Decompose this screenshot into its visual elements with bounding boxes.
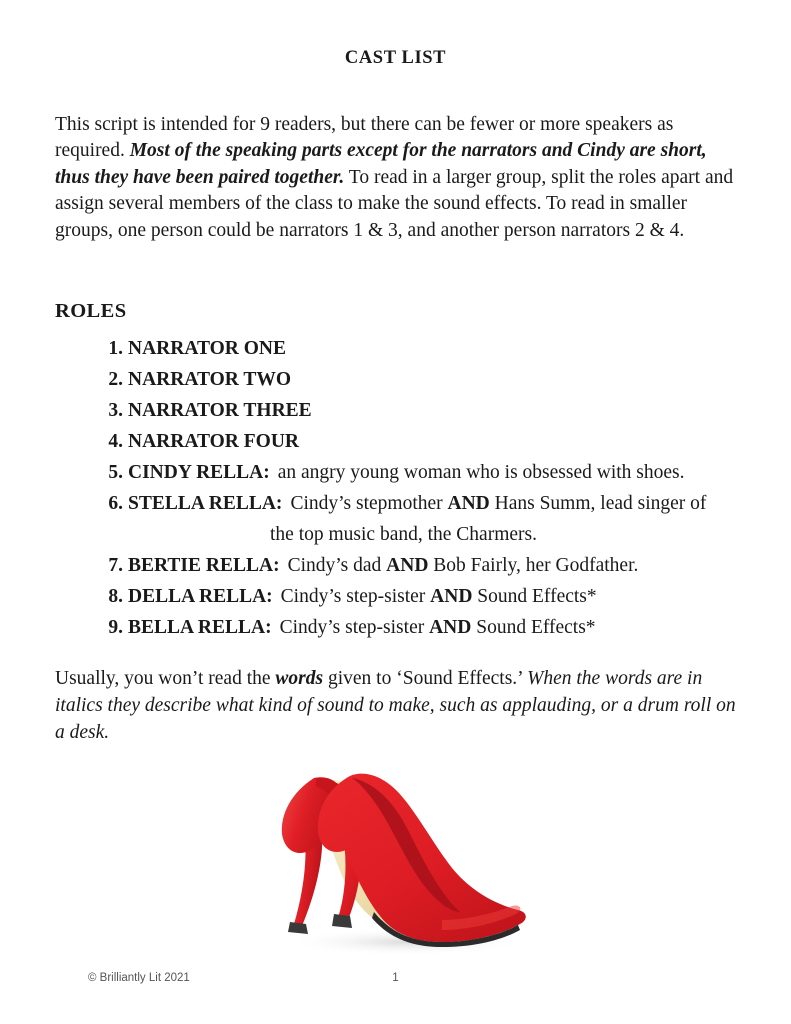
role-number: 5. [108,462,123,483]
role-desc-and: AND [386,555,429,576]
outro-text-part1: Usually, you won’t read the [55,667,276,689]
role-number: 2. [108,369,123,390]
footer-page-number: 1 [392,972,399,984]
front-shoe-heel-tip [332,914,352,928]
page-title: CAST LIST [344,48,447,68]
page-footer [0,972,791,994]
outro-words-emphasis: words [275,667,324,689]
role-name: CINDY RELLA: [128,462,270,483]
role-desc-before: Cindy’s step-sister [279,617,430,638]
role-desc-and: AND [447,493,490,514]
role-name: NARRATOR FOUR [128,431,299,452]
role-desc-after: Sound Effects* [471,617,596,638]
intro-paragraph [55,112,743,245]
roles-list [55,333,745,643]
roles-heading: ROLES [55,300,127,322]
list-item [55,612,745,643]
role-desc-before: Cindy’s step-sister [280,586,431,607]
role-desc-before: Cindy’s stepmother [290,493,448,514]
role-number: 9. [108,617,123,638]
role-desc-after: Bob Fairly, her Godfather. [428,555,639,576]
role-desc-after: Hans Summ, lead singer of [489,493,707,514]
front-shoe [318,774,526,947]
role-description [272,612,596,643]
intro-text-part1: This script is intended for 9 readers, but there can be fewer or more speakers as required. [55,113,674,161]
role-number: 3. [108,400,123,421]
role-desc-before: Cindy’s dad [287,555,387,576]
role-description [282,488,706,519]
list-item [55,333,745,364]
role-number: 6. [108,493,123,514]
list-item [55,488,745,519]
role-number: 7. [108,555,123,576]
role-number: 1. [108,338,123,359]
list-item [55,364,745,395]
outro-text-part2: given to ‘Sound Effects.’ [323,667,528,689]
back-shoe-heel-tip [288,922,308,934]
list-item [55,457,745,488]
list-item [55,550,745,581]
intro-text-part2: To read in a larger group, split the roles apart and assign several members of the class to make the sound effects. To read in smaller groups, one person could be narrators 1 & 3, and another person narrators 2 & 4. [55,166,734,241]
role-desc-after: Sound Effects* [472,586,597,607]
role-name: BERTIE RELLA: [128,555,280,576]
role-description [270,457,685,488]
role-name: DELLA RELLA: [128,586,273,607]
role-description-continuation: the top music band, the Charmers. [270,524,537,545]
role-desc-and: AND [430,586,473,607]
role-name: NARRATOR TWO [128,369,292,390]
list-item [55,581,745,612]
role-name: BELLA RELLA: [128,617,272,638]
footer-copyright: © Brilliantly Lit 2021 [88,972,190,984]
list-item [55,426,745,457]
outro-paragraph [55,665,745,746]
outro-italic-note: When the words are in italics they describe what kind of sound to make, such as applauding, or a drum roll on a desk. [55,667,736,743]
role-description [280,550,639,581]
role-name: STELLA RELLA: [128,493,283,514]
role-name: NARRATOR THREE [128,400,312,421]
role-number: 4. [108,431,123,452]
list-item [55,395,745,426]
role-name: NARRATOR ONE [128,338,286,359]
intro-emphasis: Most of the speaking parts except for the narrators and Cindy are short, thus they have been paired together. [55,140,707,188]
red-high-heel-shoes-illustration [246,752,546,962]
role-desc-and: AND [429,617,472,638]
role-desc-before: an angry young woman who is obsessed with shoes. [277,462,685,483]
role-number: 8. [108,586,123,607]
role-description [273,581,597,612]
